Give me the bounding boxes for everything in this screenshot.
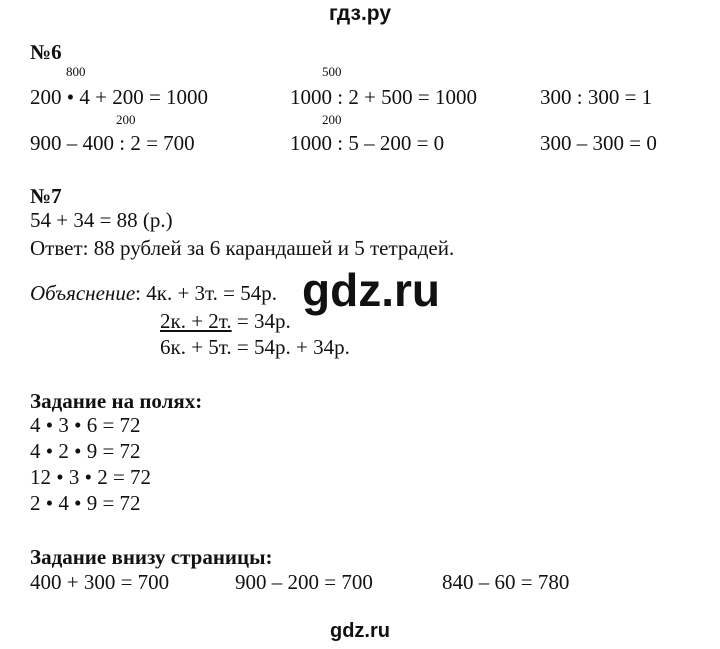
margin-task-line: 2 • 4 • 9 = 72 <box>30 491 141 515</box>
task6-r1-c3: 300 : 300 = 1 <box>540 85 653 109</box>
explanation-eq1: 4к. + 3т. = 54р. <box>146 281 278 305</box>
explanation-colon: : <box>135 281 142 305</box>
bottom-task-item: 840 – 60 = 780 <box>442 570 570 594</box>
bottom-task-title: Задание внизу страницы: <box>30 545 273 569</box>
bottom-task-item: 900 – 200 = 700 <box>235 570 373 594</box>
margin-task-line: 12 • 3 • 2 = 72 <box>30 465 152 489</box>
explanation-eq2-underlined: 2к. + 2т. <box>160 309 232 333</box>
watermark-logo: gdz.ru <box>302 264 440 316</box>
bottom-task-item: 400 + 300 = 700 <box>30 570 170 594</box>
explanation-label: Объяснение <box>30 281 136 305</box>
task6-r2-c2: 1000 : 5 – 200 = 0 <box>290 131 445 155</box>
task7-explanation-line2 <box>160 309 291 334</box>
margin-task-line: 4 • 3 • 6 = 72 <box>30 413 141 437</box>
task6-r1-c2: 1000 : 2 + 500 = 1000 <box>290 85 478 109</box>
task6-r1-c1: 200 • 4 + 200 = 1000 <box>30 85 209 109</box>
task6-r1-c2-note: 500 <box>322 64 342 79</box>
margin-task-title: Задание на полях: <box>30 389 203 413</box>
task6-title: №6 <box>30 40 62 64</box>
task6-r2-c1-note: 200 <box>116 112 136 127</box>
explanation-eq2-rest: = 34р. <box>231 309 291 333</box>
task6-r2-c3: 300 – 300 = 0 <box>540 131 657 155</box>
task6-r2-c2-note: 200 <box>322 112 342 127</box>
task7-calculation: 54 + 34 = 88 (р.) <box>30 208 173 232</box>
task7-explanation-line1 <box>30 281 277 306</box>
margin-task-line: 4 • 2 • 9 = 72 <box>30 439 141 463</box>
task7-explanation-line3: 6к. + 5т. = 54р. + 34р. <box>160 335 350 359</box>
task7-title: №7 <box>30 184 62 208</box>
task7-answer: Ответ: 88 рублей за 6 карандашей и 5 тетрадей. <box>30 236 455 260</box>
site-header-label: гдз.ру <box>328 2 392 25</box>
task6-r1-c1-note: 800 <box>66 64 86 79</box>
task6-r2-c1: 900 – 400 : 2 = 700 <box>30 131 195 155</box>
site-footer-label: gdz.ru <box>330 620 390 642</box>
